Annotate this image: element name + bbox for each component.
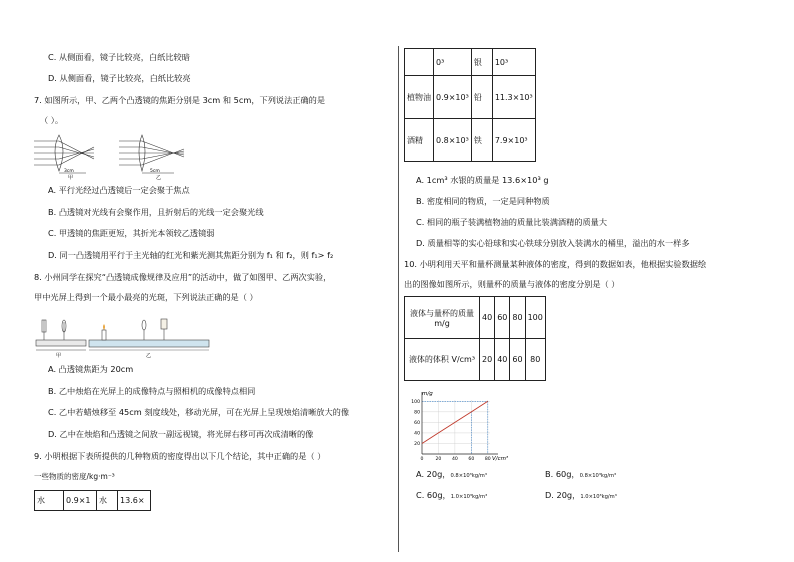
q9-density-table-part2 [404, 48, 536, 162]
x-axis-label: V/cm³ [492, 456, 509, 462]
column-divider [398, 46, 399, 552]
q10-option-b-value: B. 60g， [545, 469, 580, 479]
table-cell: 铁 [471, 119, 492, 162]
y-tick-label: 100 [411, 399, 420, 405]
q10-stem-line1: 10. 小明利用天平和量杯测量某种液体的密度，得到的数据如表，他根据实验数据绘 [404, 259, 707, 269]
q7-option-a: A. 平行光经过凸透镜后一定会聚于焦点 [48, 185, 190, 195]
q10-option-c-value: C. 60g， [416, 490, 451, 500]
q10-option-d-density: 1.0×10³kg/m³ [580, 494, 617, 500]
x-tick-label: 80 [484, 457, 491, 462]
q10-data-table [404, 296, 546, 381]
q8-optical-bench-figure [34, 310, 214, 358]
q8-option-d: D. 乙中在烛焰和凸透镜之间放一副远视镜，将光屏右移可再次成清晰的像 [48, 429, 314, 439]
bench-jia [36, 320, 86, 350]
q8-option-b: B. 乙中烛焰在光屏上的成像特点与照相机的成像特点相同 [48, 386, 256, 396]
q7-fig-focal-2: 5cm [150, 169, 160, 174]
table-cell: 0.9×10³ [434, 76, 472, 119]
lens-diagram-jia [34, 135, 94, 173]
q8-option-a: A. 凸透镜焦距为 20cm [48, 364, 134, 374]
table-cell: 0.8×10³ [434, 119, 472, 162]
table-cell: 80 [510, 297, 525, 339]
q7-option-b: B. 凸透镜对光线有会聚作用，且折射后的光线一定会聚光线 [48, 207, 264, 217]
q10-option-d [545, 490, 617, 503]
table-cell: 水 [97, 491, 118, 511]
table-row [35, 491, 151, 511]
table-cell: 酒精 [405, 119, 434, 162]
q9-density-table-part1 [34, 490, 151, 511]
table-cell: 100 [525, 297, 545, 339]
table-cell: 60 [495, 297, 510, 339]
chart-grid [422, 400, 490, 454]
bench-yi [89, 319, 209, 350]
table-cell: 铅 [471, 76, 492, 119]
table-row [405, 339, 546, 381]
q9-stem: 9. 小明根据下表所提供的几种物质的密度得出以下几个结论，其中正确的是（ ） [34, 451, 326, 461]
y-axis-label: m/g [422, 391, 433, 397]
q10-option-b-density: 0.8×10³kg/m³ [579, 473, 617, 479]
q8-option-c: C. 乙中若蜡烛移至 45cm 刻度线处，移动光屏，可在光屏上呈现烛焰清晰放大的像 [48, 407, 350, 417]
q8-stem-line2: 甲中光屏上得到一个最小最亮的光斑，下列说法正确的是（ ） [34, 292, 258, 302]
table-cell: 80 [525, 339, 545, 381]
table-cell [405, 49, 434, 76]
y-tick-label: 80 [414, 410, 420, 416]
q10-option-a-density: 0.8×10³kg/m³ [450, 473, 487, 479]
y-tick-label: 60 [414, 420, 420, 426]
y-tick-label: 40 [414, 431, 420, 437]
table-row-label: 液体与量杯的质量 m/g [405, 297, 480, 339]
q10-option-c [416, 490, 487, 503]
table-cell: 10³ [492, 49, 535, 76]
table-cell: 0.9×1 [64, 491, 97, 511]
q7-option-d: D. 同一凸透镜用平行于主光轴的红光和紫光测其焦距分别为 f₁ 和 f₂，则 f₁> f₂ [48, 250, 334, 260]
q7-option-c: C. 甲透镜的焦距更短，其折光本领较乙透镜弱 [48, 228, 215, 238]
q7-lens-figure [34, 133, 214, 179]
table-row [405, 76, 536, 119]
table-row [405, 119, 536, 162]
q7-blank: （ ）。 [40, 115, 64, 125]
table-row [405, 49, 536, 76]
x-tick-label: 60 [468, 457, 475, 462]
table-cell: 0³ [434, 49, 472, 76]
table-cell: 银 [471, 49, 492, 76]
x-tick-label: 40 [451, 457, 458, 462]
table-cell: 11.3×10³ [492, 76, 535, 119]
table-row [405, 297, 546, 339]
table-cell: 40 [495, 339, 510, 381]
table-cell: 水 [35, 491, 64, 511]
lens-diagram-yi [119, 135, 184, 173]
table-cell: 40 [480, 297, 495, 339]
q8-fig-name-1: 甲 [56, 353, 62, 359]
table-row-label: 液体的体积 V/cm³ [405, 339, 480, 381]
table-cell: 60 [510, 339, 525, 381]
chart-ticks [411, 399, 491, 462]
q10-option-d-value: D. 20g， [545, 490, 581, 500]
q7-stem: 7. 如图所示，甲、乙两个凸透镜的焦距分别是 3cm 和 5cm，下列说法正确的是 [34, 95, 326, 105]
table-cell: 20 [480, 339, 495, 381]
q10-stem-line2: 出的图像如图所示，则量杯的质量与液体的密度分别是（ ） [404, 279, 620, 289]
q9-option-c: C. 相同的瓶子装满植物油的质量比装满酒精的质量大 [416, 217, 608, 227]
q9-option-b: B. 密度相同的物质，一定是同种物质 [416, 196, 550, 206]
q6-option-c: C. 从侧面看，镜子比较亮，白纸比较暗 [48, 52, 190, 62]
q10-option-c-density: 1.0×10³kg/m³ [450, 494, 488, 500]
q7-fig-name-1: 甲 [68, 175, 74, 181]
x-tick-label: 20 [435, 457, 442, 462]
x-tick-label: 0 [420, 457, 424, 462]
q10-option-a [416, 469, 487, 482]
y-tick-label: 20 [414, 442, 420, 448]
q10-mass-volume-graph [404, 390, 514, 468]
q10-option-a-value: A. 20g， [416, 469, 451, 479]
q8-stem-line1: 8. 小州同学在探究“凸透镜成像规律及应用”的活动中，做了如图甲、乙两次实验， [34, 272, 332, 282]
q6-option-d: D. 从侧面看，镜子比较亮，白纸比较亮 [48, 73, 191, 83]
q8-fig-name-2: 乙 [146, 353, 152, 359]
table-cell: 7.9×10³ [492, 119, 535, 162]
q7-fig-focal-1: 3cm [64, 169, 74, 174]
q9-option-a: A. 1cm³ 水银的质量是 13.6×10³ g [416, 175, 549, 185]
table-cell: 13.6× [118, 491, 151, 511]
table-cell: 植物油 [405, 76, 434, 119]
q7-fig-name-2: 乙 [156, 175, 162, 181]
q9-option-d: D. 质量相等的实心铅球和实心铁球分别放入装满水的桶里，溢出的水一样多 [416, 238, 690, 248]
q9-table-caption: 一些物质的密度/kg·m⁻³ [34, 472, 115, 481]
q10-option-b [545, 469, 616, 482]
